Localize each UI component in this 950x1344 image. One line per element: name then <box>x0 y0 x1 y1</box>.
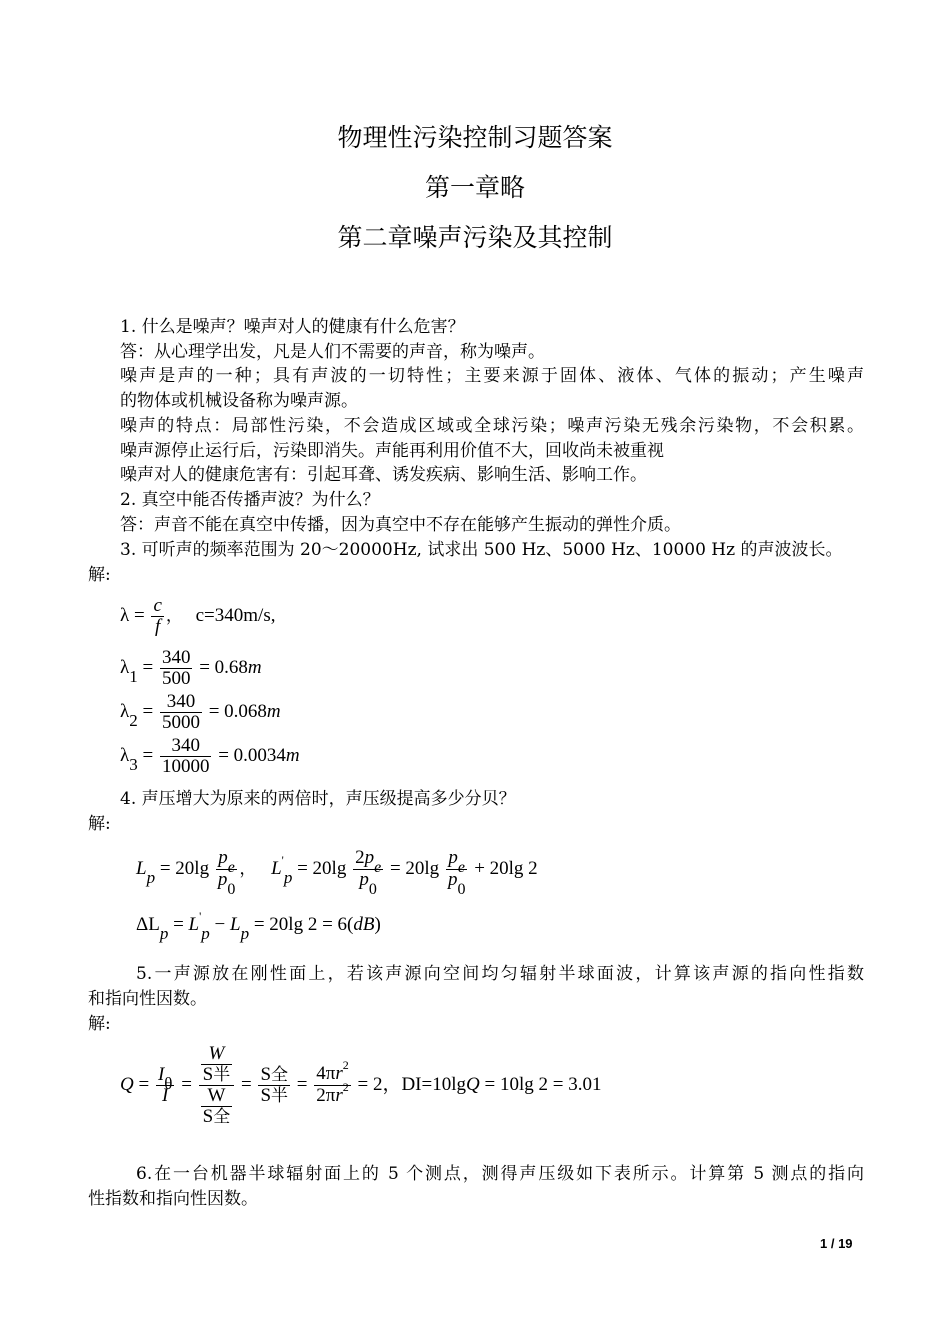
answer-1-line-6: 噪声对人的健康危害有：引起耳聋、诱发疾病、影响生活、影响工作。 <box>120 465 647 485</box>
chapter-one-heading: 第一章略 <box>424 173 525 202</box>
document-title: 物理性污染控制习题答案 <box>337 123 613 152</box>
answer-1-line-3: 的物体或机械设备称为噪声源。 <box>120 391 358 411</box>
question-5-line-1: 5.一声源放在刚性面上，若该声源向空间均匀辐射半球面波，计算该声源的指向性指数 <box>136 964 864 984</box>
page-number: 1 / 19 <box>820 1236 853 1251</box>
solution-5-label: 解: <box>88 1014 111 1034</box>
answer-1-line-4: 噪声的特点：局部性污染，不会造成区域或全球污染；噪声污染无残余污染物，不会积累。 <box>120 416 864 436</box>
question-4: 4. 声压增大为原来的两倍时，声压级提高多少分贝？ <box>120 789 516 809</box>
directivity-equation: Q = $\frac{I\theta}{I}$ = $\frac{\frac{W}{\text{S半}}}{\frac{W}{\text{S全}}}$ = $\frac{\text{S全}}{\text{S半}}$ = $\frac{4\pi r^2}{2\pi r^2}$ = 2，DI=10lgQ = 10lg 2 = 3.01 <box>120 1043 602 1127</box>
lambda-1-equation: λ1 = $\frac{340}{500}$ = 0.68m <box>120 647 262 689</box>
answer-1-line-2: 噪声是声的一种；具有声波的一切特性；主要来源于固体、液体、气体的振动；产生噪声 <box>120 366 864 386</box>
question-6-line-1: 6.在一台机器半球辐射面上的 5 个测点，测得声压级如下表所示。计算第 5 测点的指向 <box>136 1164 864 1184</box>
solution-3-label: 解: <box>88 565 111 585</box>
question-1: 1. 什么是噪声？噪声对人的健康有什么危害？ <box>120 317 465 337</box>
solution-4-label: 解: <box>88 814 111 834</box>
answer-2: 答：声音不能在真空中传播，因为真空中不存在能够产生振动的弹性介质。 <box>120 515 681 535</box>
sound-pressure-level-equation: Lp = 20lg $\frac{p_e}{p_0}$ ， L'p = 20lg $\frac{2p_e}{p_0}$ = 20lg $\frac{p_e}{p_0}$ + 20lg 2 <box>136 847 538 898</box>
answer-1-line-5: 噪声源停止运行后，污染即消失。声能再利用价值不大，回收尚未被重视 <box>120 441 664 461</box>
lambda-2-equation: λ2 = $\frac{340}{5000}$ = 0.068m <box>120 691 281 733</box>
question-3: 3. 可听声的频率范围为 20～20000Hz, 试求出 500 Hz、5000 Hz、10000 Hz 的声波波长。 <box>120 540 843 560</box>
level-increase-equation: ΔLp = L'p − Lp = 20lg 2 = 6(dB) <box>136 909 381 943</box>
question-5-line-2: 和指向性因数。 <box>88 989 207 1009</box>
question-2: 2. 真空中能否传播声波？为什么？ <box>120 490 380 510</box>
chapter-two-heading: 第二章噪声污染及其控制 <box>337 223 613 252</box>
lambda-3-equation: λ3 = $\frac{340}{10000}$ = 0.0034m <box>120 735 300 777</box>
question-6-line-2: 性指数和指向性因数。 <box>88 1189 258 1209</box>
answer-1-line-1: 答：从心理学出发，凡是人们不需要的声音，称为噪声。 <box>120 342 545 362</box>
wavelength-formula: λ = $\frac{c}{f}$ ， c=340m/s, <box>120 595 276 637</box>
